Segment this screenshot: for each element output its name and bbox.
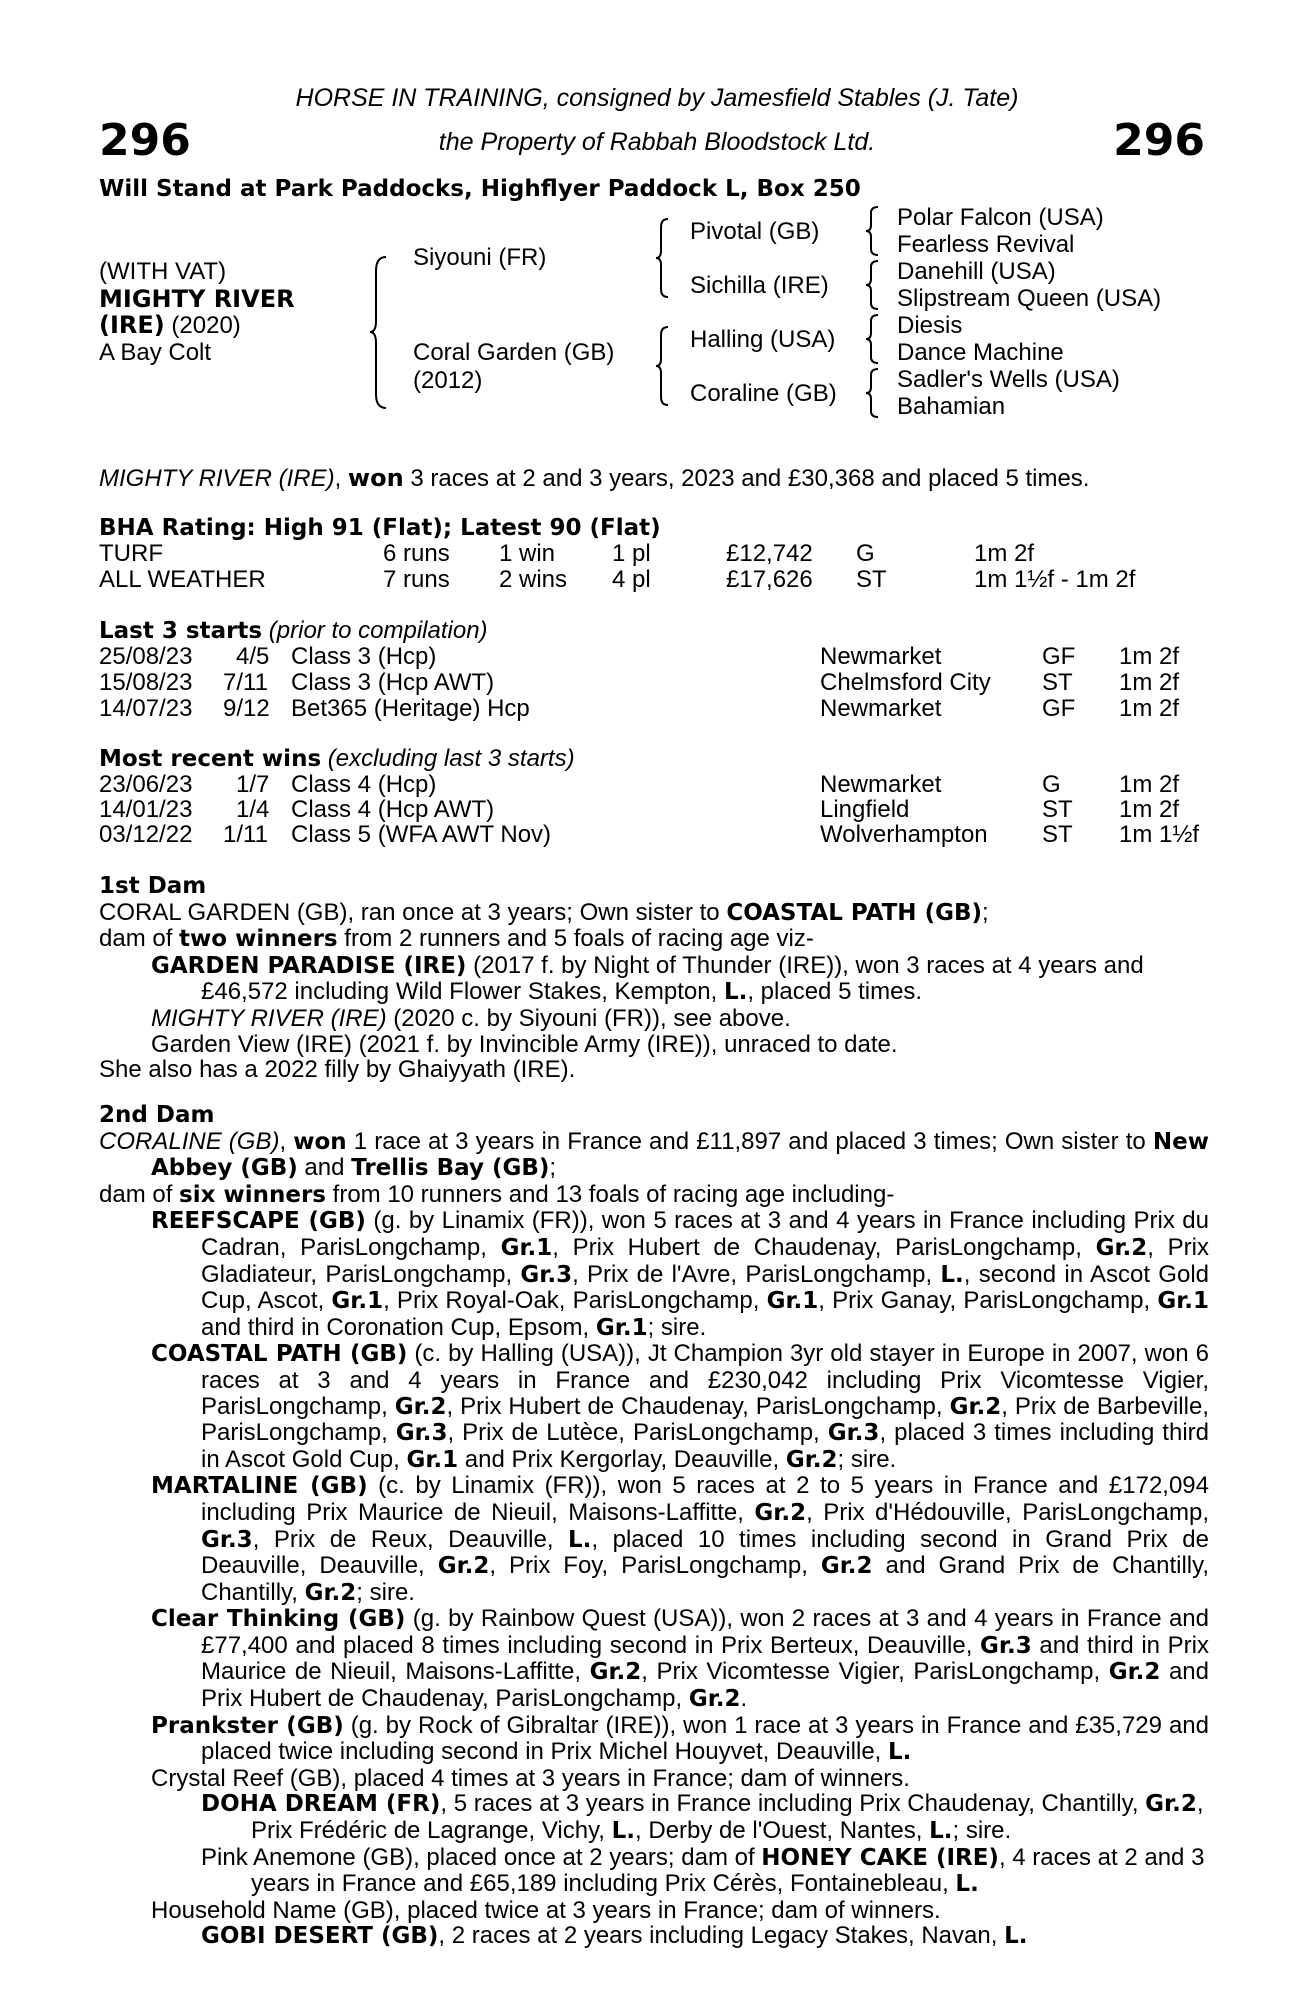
record-going: G xyxy=(856,540,875,567)
bold-run: GOBI DESERT (GB) xyxy=(201,1923,439,1950)
start-going: GF xyxy=(1042,695,1076,722)
start-distance: 1m 2f xyxy=(1119,669,1180,696)
bold-run: Gr.3 xyxy=(520,1261,573,1288)
bold-run: Gr.2 xyxy=(589,1659,642,1686)
text-run: , Prix de Reux, Deauville, xyxy=(252,1525,569,1553)
produce-text: , placed 5 times. xyxy=(747,978,923,1006)
bold-run: Gr.2 xyxy=(949,1393,1002,1420)
record-wins: 2 wins xyxy=(499,566,568,593)
last-3-label: Last 3 starts xyxy=(99,618,263,644)
start-going: ST xyxy=(1042,669,1073,696)
text-run: ; sire. xyxy=(647,1313,707,1341)
horse-name: MIGHTY RIVER xyxy=(99,285,295,313)
record-surface: TURF xyxy=(99,540,163,567)
lot-number-right: 296 xyxy=(1113,115,1205,166)
start-distance: 1m 2f xyxy=(1119,695,1180,722)
win-course: Newmarket xyxy=(820,771,942,798)
produce-mighty-river xyxy=(99,1006,1209,1032)
text-run: . xyxy=(740,1685,748,1713)
bold-run: Gr.1 xyxy=(1157,1288,1209,1315)
brace-g78 xyxy=(864,367,880,419)
grandparent-2: Fearless Revival xyxy=(897,231,1075,258)
bold-run: Gr.1 xyxy=(331,1288,384,1315)
dam-parents-brace xyxy=(654,325,670,407)
text-run: , Prix de l'Avre, ParisLongchamp, xyxy=(572,1260,941,1288)
produce-reefscape xyxy=(99,1208,1209,1341)
record-distance: 1m 2f xyxy=(974,540,1035,567)
bold-run: L. xyxy=(888,1739,912,1766)
bold-run: L. xyxy=(940,1261,964,1288)
dam: Coral Garden (GB) xyxy=(413,339,615,366)
race-summary: MIGHTY RIVER (IRE), won 3 races at 2 and 3 years, 2023 and £30,368 and placed 5 times. xyxy=(99,464,1090,492)
win-race: Class 4 (Hcp) xyxy=(291,771,437,798)
first-dam-text: CORAL GARDEN (GB), ran once at 3 years; Own sister to xyxy=(99,898,727,926)
produce-text: (2017 f. by Night of Thunder (IRE)), won 3 races at 4 years and £46,572 including Wild Flower Stakes, Kempton, xyxy=(201,951,1144,1006)
bold-run: Gr.2 xyxy=(785,1446,838,1473)
bold-run: Prankster (GB) xyxy=(151,1712,344,1739)
win-date: 23/06/23 xyxy=(99,771,193,798)
text-run: , Prix de Barbeville, ParisLongchamp, xyxy=(201,1392,1209,1447)
sire-dam: Sichilla (IRE) xyxy=(690,272,829,299)
second-dam-text: from 10 runners and 13 foals of racing age including- xyxy=(325,1180,895,1208)
bold-run: HONEY CAKE (IRE) xyxy=(761,1844,999,1871)
win-race: Class 5 (WFA AWT Nov) xyxy=(291,821,552,848)
sire-dam-brace xyxy=(368,255,388,410)
produce-doha-dream xyxy=(99,1791,1209,1844)
start-position: 4/5 xyxy=(236,643,270,670)
sibling-name: New Abbey (GB) xyxy=(151,1128,1209,1182)
text-run: , Derby de l'Ouest, Nantes, xyxy=(635,1817,930,1845)
grandparent-5: Diesis xyxy=(897,312,963,339)
record-runs: 6 runs xyxy=(383,540,450,567)
punct: ; xyxy=(982,898,989,926)
first-dam-sister: COASTAL PATH (GB) xyxy=(726,899,982,926)
horse-origin-year xyxy=(99,311,241,340)
win-going: ST xyxy=(1042,796,1073,823)
bold-run: L. xyxy=(611,1818,636,1845)
record-prize: £12,742 xyxy=(726,540,813,567)
bold-run: Gr.2 xyxy=(437,1553,490,1580)
listed-tag: L. xyxy=(723,979,748,1006)
text-run: (c. by Linamix (FR)), won 5 races at 2 to 5 years in France and £172,094 including Prix Maurice de Nieuil, Maisons-Laffitte, xyxy=(201,1472,1210,1526)
bold-run: MARTALINE (GB) xyxy=(151,1473,368,1500)
produce-gobi-desert xyxy=(99,1923,1209,1950)
bold-run: Gr.2 xyxy=(754,1499,807,1526)
win-position: 1/7 xyxy=(236,771,270,798)
produce-garden-view: Garden View (IRE) (2021 f. by Invincible Army (IRE)), unraced to date. xyxy=(151,1030,898,1058)
record-wins: 1 win xyxy=(499,540,556,567)
bold-run: COASTAL PATH (GB) xyxy=(151,1341,408,1368)
second-dam-winners: six winners xyxy=(179,1181,326,1208)
recent-wins-note: (excluding last 3 starts) xyxy=(321,745,575,772)
text-run: Pink Anemone (GB), placed once at 2 years; dam of xyxy=(201,1843,762,1871)
brace-g12 xyxy=(864,205,880,257)
produce-martaline xyxy=(99,1473,1209,1606)
start-date: 14/07/23 xyxy=(99,695,193,722)
text-run: , 2 races at 2 years including Legacy Stakes, Navan, xyxy=(438,1922,1005,1950)
text-run: and Prix Hubert de Chaudenay, ParisLongchamp, xyxy=(201,1658,1210,1713)
bold-run: Gr.2 xyxy=(394,1393,447,1420)
win-going: ST xyxy=(1042,821,1073,848)
text-run: , Prix Hubert de Chaudenay, ParisLongchamp, xyxy=(552,1233,1096,1261)
win-distance: 1m 1½f xyxy=(1119,821,1200,848)
win-course: Lingfield xyxy=(820,796,910,823)
horse-year: (2020) xyxy=(164,312,241,339)
bold-run: Gr.1 xyxy=(406,1446,459,1473)
win-race: Class 4 (Hcp AWT) xyxy=(291,796,495,823)
text-run: (c. by Halling (USA)), Jt Champion 3yr old stayer in Europe in 2007, won 6 races at 3 and 4 years in France and £230,042 including Prix Vicomtesse Vigier, ParisLongchamp, xyxy=(201,1340,1210,1420)
first-dam-line xyxy=(99,900,1209,927)
grandparent-6: Dance Machine xyxy=(897,339,1064,366)
produce-name: GARDEN PARADISE (IRE) xyxy=(151,952,467,979)
text-run: , Prix Vicomtesse Vigier, ParisLongchamp, xyxy=(641,1658,1109,1686)
sire: Siyouni (FR) xyxy=(413,244,547,271)
text-run: and third in Coronation Cup, Epsom, xyxy=(201,1313,596,1341)
start-position: 9/12 xyxy=(223,695,270,722)
recent-wins-title xyxy=(99,746,575,772)
record-placed: 4 pl xyxy=(612,566,651,593)
second-dam-section xyxy=(99,1103,1209,1950)
text-run: , second in Ascot Gold Cup, Ascot, xyxy=(201,1260,1209,1315)
first-dam-produce-line xyxy=(99,926,1209,953)
text-run: and third in Prix Maurice de Nieuil, Maisons-Laffitte, xyxy=(201,1631,1209,1686)
recent-wins-label: Most recent wins xyxy=(99,746,322,772)
text-run: , placed 10 times including second in Grand Prix de Deauville, Deauville, xyxy=(201,1525,1209,1580)
text-run: , Prix d'Hédouville, ParisLongchamp, xyxy=(806,1498,1209,1526)
sire-sire: Pivotal (GB) xyxy=(690,218,820,245)
text-run: ; sire. xyxy=(356,1578,415,1606)
bold-run: Gr.1 xyxy=(595,1314,648,1341)
win-course: Wolverhampton xyxy=(820,821,988,848)
win-position: 1/11 xyxy=(223,821,268,848)
dam-sire: Halling (USA) xyxy=(690,326,836,353)
first-dam-text: from 2 runners and 5 foals of racing age viz- xyxy=(337,925,814,953)
produce-clear-thinking xyxy=(99,1606,1209,1712)
text-run: , Prix Frédéric de Lagrange, Vichy, xyxy=(251,1790,1204,1845)
text-run: , Prix Ganay, ParisLongchamp, xyxy=(818,1287,1158,1315)
bold-run: L. xyxy=(568,1526,592,1553)
start-race: Class 3 (Hcp) xyxy=(291,643,437,670)
bha-rating: BHA Rating: High 91 (Flat); Latest 90 (Flat) xyxy=(99,515,661,541)
start-date: 15/08/23 xyxy=(99,669,193,696)
text-run: , 4 races at 2 and 3 years in France and £65,189 including Prix Cérès, Fontainebleau, xyxy=(251,1843,1205,1898)
grandparent-3: Danehill (USA) xyxy=(897,258,1056,285)
record-placed: 1 pl xyxy=(612,540,651,567)
start-race: Bet365 (Heritage) Hcp xyxy=(291,695,530,722)
bold-run: Gr.2 xyxy=(1145,1791,1197,1818)
summary-horse-name: MIGHTY RIVER (IRE) xyxy=(99,465,335,492)
produce-garden-paradise xyxy=(99,953,1209,1006)
first-dam-text: dam of xyxy=(99,925,180,953)
produce-text: (2020 c. by Siyouni (FR)), see above. xyxy=(386,1004,791,1032)
bold-run: REEFSCAPE (GB) xyxy=(151,1208,366,1235)
sire-parents-brace xyxy=(654,217,670,299)
text-run: , Prix Hubert de Chaudenay, ParisLongchamp, xyxy=(446,1392,950,1420)
bold-run: Gr.3 xyxy=(827,1420,880,1447)
produce-coastal-path xyxy=(99,1341,1209,1473)
record-runs: 7 runs xyxy=(383,566,450,593)
text-run: , placed 3 times including third in Ascot Gold Cup, xyxy=(201,1419,1209,1473)
grandparent-1: Polar Falcon (USA) xyxy=(897,204,1104,231)
record-prize: £17,626 xyxy=(726,566,813,593)
text-run: and Prix Kergorlay, Deauville, xyxy=(458,1445,786,1473)
second-dam-title: 2nd Dam xyxy=(99,1102,215,1128)
bold-run: Gr.1 xyxy=(766,1288,819,1315)
text-run: (g. by Rainbow Quest (USA)), won 2 races at 3 and 4 years in France and £77,400 and placed 8 times including second in Prix Berteux, Deauville, xyxy=(201,1605,1210,1659)
win-date: 14/01/23 xyxy=(99,796,193,823)
bold-run: Gr.2 xyxy=(1108,1659,1161,1686)
bold-run: Gr.1 xyxy=(500,1234,553,1261)
grandparent-8: Bahamian xyxy=(897,393,1006,420)
stand-location: Will Stand at Park Paddocks, Highflyer Paddock L, Box 250 xyxy=(99,176,861,202)
first-dam-filly: She also has a 2022 filly by Ghaiyyath (IRE). xyxy=(99,1056,576,1084)
lot-number-left: 296 xyxy=(99,115,191,166)
text-run: ; sire. xyxy=(952,1817,1012,1845)
record-going: ST xyxy=(856,566,887,593)
text-run: , Prix de Lutèce, ParisLongchamp, xyxy=(447,1419,828,1447)
text-run: and Grand Prix de Chantilly, Chantilly, xyxy=(201,1552,1210,1606)
punct: ; xyxy=(549,1154,557,1182)
text-run: , Prix Royal-Oak, ParisLongchamp, xyxy=(383,1287,767,1315)
bold-run: Gr.2 xyxy=(304,1579,357,1606)
produce-prankster xyxy=(99,1713,1209,1766)
summary-text: 3 races at 2 and 3 years, 2023 and £30,368 and placed 5 times. xyxy=(403,465,1090,492)
bold-run: Gr.2 xyxy=(688,1686,741,1713)
record-surface: ALL WEATHER xyxy=(99,566,266,593)
produce-crystal-reef: Crystal Reef (GB), placed 4 times at 3 years in France; dam of winners. xyxy=(151,1764,910,1792)
property-line: the Property of Rabbah Bloodstock Ltd. xyxy=(438,128,876,156)
second-dam-text: 1 race at 3 years in France and £11,897 and placed 3 times; Own sister to xyxy=(346,1127,1153,1155)
text-run: , Prix Foy, ParisLongchamp, xyxy=(489,1552,821,1580)
bold-run: Gr.2 xyxy=(820,1553,873,1580)
bold-run: Gr.3 xyxy=(201,1526,253,1553)
text-run: , 5 races at 3 years in France including Prix Chaudenay, Chantilly, xyxy=(440,1790,1146,1818)
first-dam-title: 1st Dam xyxy=(99,873,207,899)
dam-year: (2012) xyxy=(413,367,483,394)
first-dam-winners: two winners xyxy=(179,926,338,953)
first-dam-section xyxy=(99,874,1209,1083)
vat-note: (WITH VAT) xyxy=(99,258,227,285)
produce-pink-anemone xyxy=(99,1845,1209,1898)
bold-run: L. xyxy=(955,1871,979,1898)
last-3-starts-title xyxy=(99,618,488,644)
text-run: , Prix Gladiateur, ParisLongchamp, xyxy=(201,1233,1209,1288)
start-course: Chelmsford City xyxy=(820,669,991,696)
produce-household-name: Household Name (GB), placed twice at 3 years in France; dam of winners. xyxy=(151,1896,941,1924)
bold-run: Gr.2 xyxy=(1095,1234,1148,1261)
bold-run: L. xyxy=(929,1818,953,1845)
grandparent-4: Slipstream Queen (USA) xyxy=(897,285,1162,312)
start-distance: 1m 2f xyxy=(1119,643,1180,670)
second-dam-line xyxy=(99,1129,1209,1182)
text-run: (g. by Rock of Gibraltar (IRE)), won 1 race at 3 years in France and £35,729 and placed twice including second in Prix Michel Houyvet, Deauville, xyxy=(201,1711,1209,1766)
produce-name: MIGHTY RIVER (IRE) xyxy=(151,1004,387,1032)
brace-g56 xyxy=(864,313,880,365)
second-dam-text: and xyxy=(297,1154,352,1182)
text-run: (g. by Linamix (FR)), won 5 races at 3 and 4 years in France including Prix du Cadran, ParisLongchamp, xyxy=(201,1207,1209,1261)
sibling-name: Trellis Bay (GB) xyxy=(351,1155,550,1182)
second-dam-produce-line xyxy=(99,1182,1209,1209)
start-course: Newmarket xyxy=(820,643,942,670)
start-going: GF xyxy=(1042,643,1076,670)
win-position: 1/4 xyxy=(236,796,270,823)
win-distance: 1m 2f xyxy=(1119,771,1180,798)
win-distance: 1m 2f xyxy=(1119,796,1180,823)
text-run: ; sire. xyxy=(837,1445,897,1473)
horse-country: (IRE) xyxy=(99,311,165,339)
bold-run: L. xyxy=(1004,1923,1028,1950)
start-race: Class 3 (Hcp AWT) xyxy=(291,669,495,696)
win-date: 03/12/22 xyxy=(99,821,193,848)
bold-run: Clear Thinking (GB) xyxy=(151,1606,406,1633)
horse-description: A Bay Colt xyxy=(99,339,212,366)
second-dam-text: dam of xyxy=(99,1180,180,1208)
dam-dam: Coraline (GB) xyxy=(690,380,837,407)
last-3-note: (prior to compilation) xyxy=(262,617,488,644)
start-date: 25/08/23 xyxy=(99,643,193,670)
win-going: G xyxy=(1042,771,1061,798)
record-distance: 1m 1½f - 1m 2f xyxy=(974,566,1136,593)
summary-won: won xyxy=(347,464,404,492)
start-course: Newmarket xyxy=(820,695,942,722)
consignor-line: HORSE IN TRAINING, consigned by Jamesfield Stables (J. Tate) xyxy=(295,84,1019,112)
second-dam-name: CORALINE (GB) xyxy=(99,1127,280,1155)
bold-run: Gr.3 xyxy=(395,1420,448,1447)
bold-run: Gr.3 xyxy=(980,1632,1032,1659)
grandparent-7: Sadler's Wells (USA) xyxy=(897,366,1120,393)
start-position: 7/11 xyxy=(223,669,268,696)
second-dam-won: won xyxy=(293,1128,347,1155)
brace-g34 xyxy=(864,259,880,311)
bold-run: DOHA DREAM (FR) xyxy=(201,1791,441,1818)
punct: , xyxy=(279,1127,294,1155)
